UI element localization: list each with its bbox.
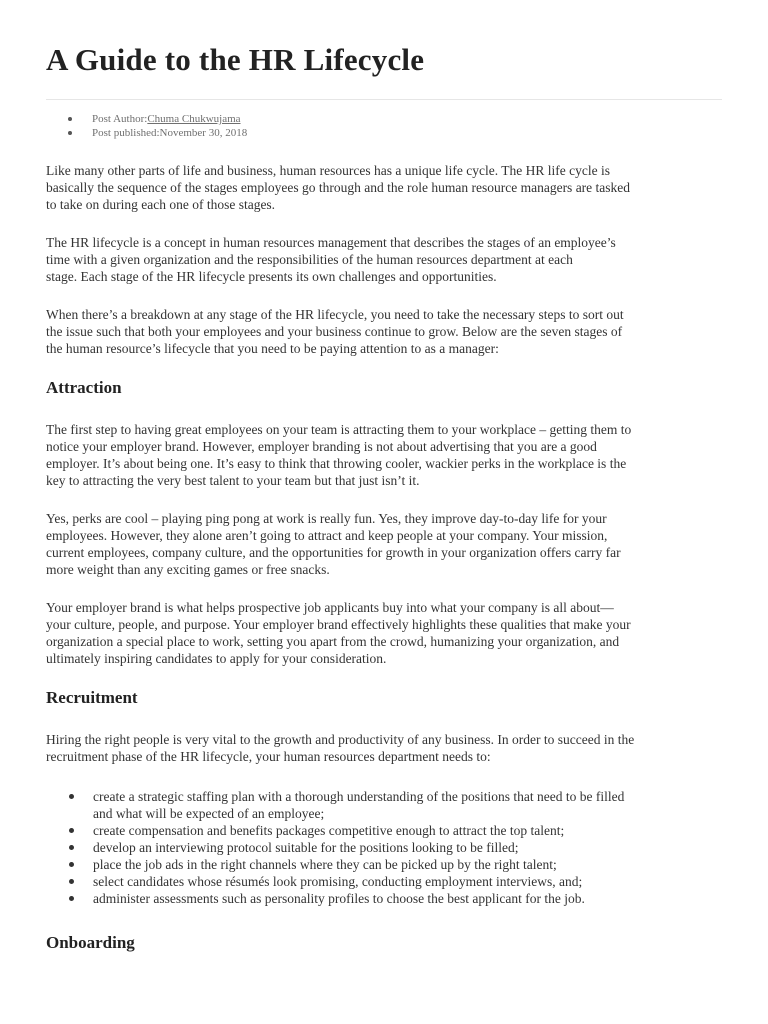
attraction-paragraph-1 bbox=[46, 421, 631, 489]
text-line: create a strategic staffing plan with a thorough understanding of the positions that need to be filled bbox=[93, 789, 625, 804]
post-meta bbox=[68, 112, 247, 140]
text-line: create compensation and benefits packages competitive enough to attract the top talent; bbox=[93, 823, 565, 838]
heading-recruitment: Recruitment bbox=[46, 688, 138, 707]
text-line: place the job ads in the right channels where they can be picked up by the right talent; bbox=[93, 857, 557, 872]
text-line: stage. Each stage of the HR lifecycle presents its own challenges and opportunities. bbox=[46, 269, 497, 284]
text-line: the human resource’s lifecycle that you need to be paying attention to as a manager: bbox=[46, 341, 499, 356]
text-line: and what will be expected of an employee; bbox=[93, 806, 325, 821]
post-published-date: November 30, 2018 bbox=[159, 127, 248, 139]
list-item bbox=[68, 788, 624, 822]
text-line: notice your employer brand. However, employer branding is not about advertising that you are a good bbox=[46, 439, 597, 454]
text-line: current employees, company culture, and the opportunities for growth in your organization offers carry far bbox=[46, 545, 621, 560]
text-line: the issue such that both your employees and your business continue to grow. Below are the seven stages of bbox=[46, 324, 623, 339]
text-line: Yes, perks are cool – playing ping pong at work is really fun. Yes, they improve day-to-day life for your bbox=[46, 511, 607, 526]
heading-attraction: Attraction bbox=[46, 378, 122, 397]
text-line: Your employer brand is what helps prospective job applicants buy into what your company is all about— bbox=[46, 600, 614, 615]
text-line: administer assessments such as personality profiles to choose the best applicant for the job. bbox=[93, 891, 585, 906]
list-item bbox=[68, 822, 624, 839]
text-line: develop an interviewing protocol suitable for the positions looking to be filled; bbox=[93, 840, 519, 855]
post-author bbox=[68, 112, 247, 126]
text-line: When there’s a breakdown at any stage of the HR lifecycle, you need to take the necessary steps to sort out bbox=[46, 307, 624, 322]
recruitment-paragraph bbox=[46, 731, 634, 765]
text-line: basically the sequence of the stages employees go through and the role human resource managers are tasked bbox=[46, 180, 631, 195]
recruitment-bullet-list bbox=[68, 788, 624, 907]
list-item bbox=[68, 890, 624, 907]
text-line: your culture, people, and purpose. Your employer brand effectively highlights these qualities that make your bbox=[46, 617, 631, 632]
intro-paragraph-1 bbox=[46, 162, 630, 213]
text-line: time with a given organization and the responsibilities of the human resources department at each bbox=[46, 252, 573, 267]
intro-paragraph-3 bbox=[46, 306, 624, 357]
list-item bbox=[68, 873, 624, 890]
text-line: employees. However, they alone aren’t going to attract and keep people at your company. Your mission, bbox=[46, 528, 608, 543]
attraction-paragraph-2 bbox=[46, 510, 621, 578]
text-line: recruitment phase of the HR lifecycle, your human resources department needs to: bbox=[46, 749, 491, 764]
title-divider bbox=[46, 99, 722, 100]
attraction-paragraph-3 bbox=[46, 599, 631, 667]
post-author-label: Post Author: bbox=[92, 113, 148, 125]
list-item bbox=[68, 839, 624, 856]
text-line: employer. It’s about being one. It’s easy to think that throwing cooler, wackier perks in the workplace is the bbox=[46, 456, 627, 471]
intro-paragraph-2 bbox=[46, 234, 616, 285]
post-published bbox=[68, 126, 247, 140]
post-author-link[interactable]: Chuma Chukwujama bbox=[147, 113, 241, 125]
text-line: select candidates whose résumés look promising, conducting employment interviews, and; bbox=[93, 874, 583, 889]
article-title: A Guide to the HR Lifecycle bbox=[46, 42, 425, 77]
text-line: organization a special place to work, setting you apart from the crowd, humanizing your organization, and bbox=[46, 634, 620, 649]
text-line: to take on during each one of those stages. bbox=[46, 197, 276, 212]
heading-onboarding: Onboarding bbox=[46, 933, 135, 952]
text-line: Hiring the right people is very vital to the growth and productivity of any business. In order to succeed in the bbox=[46, 732, 635, 747]
text-line: The HR lifecycle is a concept in human resources management that describes the stages of an employee’s bbox=[46, 235, 616, 250]
list-item bbox=[68, 856, 624, 873]
text-line: The first step to having great employees on your team is attracting them to your workplace – getting them to bbox=[46, 422, 632, 437]
text-line: more weight than any exciting games or free snacks. bbox=[46, 562, 330, 577]
text-line: key to attracting the very best talent to your team but that just isn’t it. bbox=[46, 473, 420, 488]
text-line: Like many other parts of life and business, human resources has a unique life cycle. The HR life cycle is bbox=[46, 163, 610, 178]
post-published-label: Post published: bbox=[92, 127, 160, 139]
text-line: ultimately inspiring candidates to apply for your consideration. bbox=[46, 651, 387, 666]
